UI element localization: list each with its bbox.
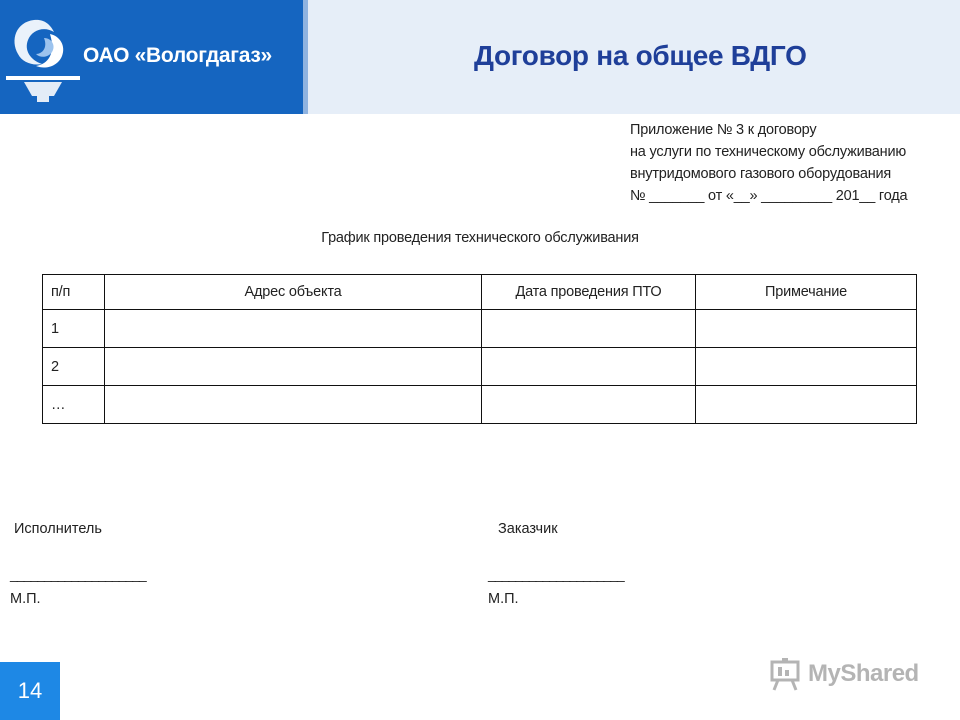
company-name: ОАО «Вологдагаз» xyxy=(83,44,272,67)
appendix-reference xyxy=(630,119,907,207)
appendix-line: № _______ от «__» _________ 201__ года xyxy=(630,188,908,204)
table-cell xyxy=(105,310,482,348)
table-cell xyxy=(482,348,696,386)
executor-stamp-label: М.П. xyxy=(10,591,41,607)
table-cell xyxy=(696,310,917,348)
schedule-title: График проведения технического обслуживания xyxy=(321,230,639,246)
column-header-date: Дата проведения ПТО xyxy=(482,275,696,310)
watermark-text: MyShared xyxy=(808,660,919,687)
table-header-row xyxy=(43,275,917,310)
appendix-line: внутридомового газового оборудования xyxy=(630,166,892,182)
column-header-address: Адрес объекта xyxy=(105,275,482,310)
table-cell: 1 xyxy=(43,310,105,348)
executor-signature-line: ____________________ xyxy=(10,566,146,582)
header-brand-panel xyxy=(0,0,303,114)
table-cell xyxy=(696,348,917,386)
presentation-board-icon xyxy=(768,656,804,692)
customer-label: Заказчик xyxy=(498,521,558,537)
table-row xyxy=(43,310,917,348)
table-cell xyxy=(105,348,482,386)
table-cell: … xyxy=(43,386,105,424)
customer-stamp-label: М.П. xyxy=(488,591,519,607)
table-cell xyxy=(482,386,696,424)
customer-signature-line: ____________________ xyxy=(488,566,624,582)
table-row xyxy=(43,348,917,386)
table-cell: 2 xyxy=(43,348,105,386)
appendix-line: Приложение № 3 к договору xyxy=(630,122,817,138)
column-header-note: Примечание xyxy=(696,275,917,310)
appendix-line: на услуги по техническому обслуживанию xyxy=(630,144,907,160)
table-cell xyxy=(105,386,482,424)
table-cell xyxy=(696,386,917,424)
schedule-table xyxy=(42,274,917,424)
watermark xyxy=(768,656,919,692)
table-cell xyxy=(482,310,696,348)
page-number: 14 xyxy=(0,662,60,720)
table-row xyxy=(43,386,917,424)
column-header-number: п/п xyxy=(43,275,105,310)
executor-label: Исполнитель xyxy=(14,521,102,537)
company-logo-icon xyxy=(4,14,82,106)
page-title: Договор на общее ВДГО xyxy=(474,40,807,71)
